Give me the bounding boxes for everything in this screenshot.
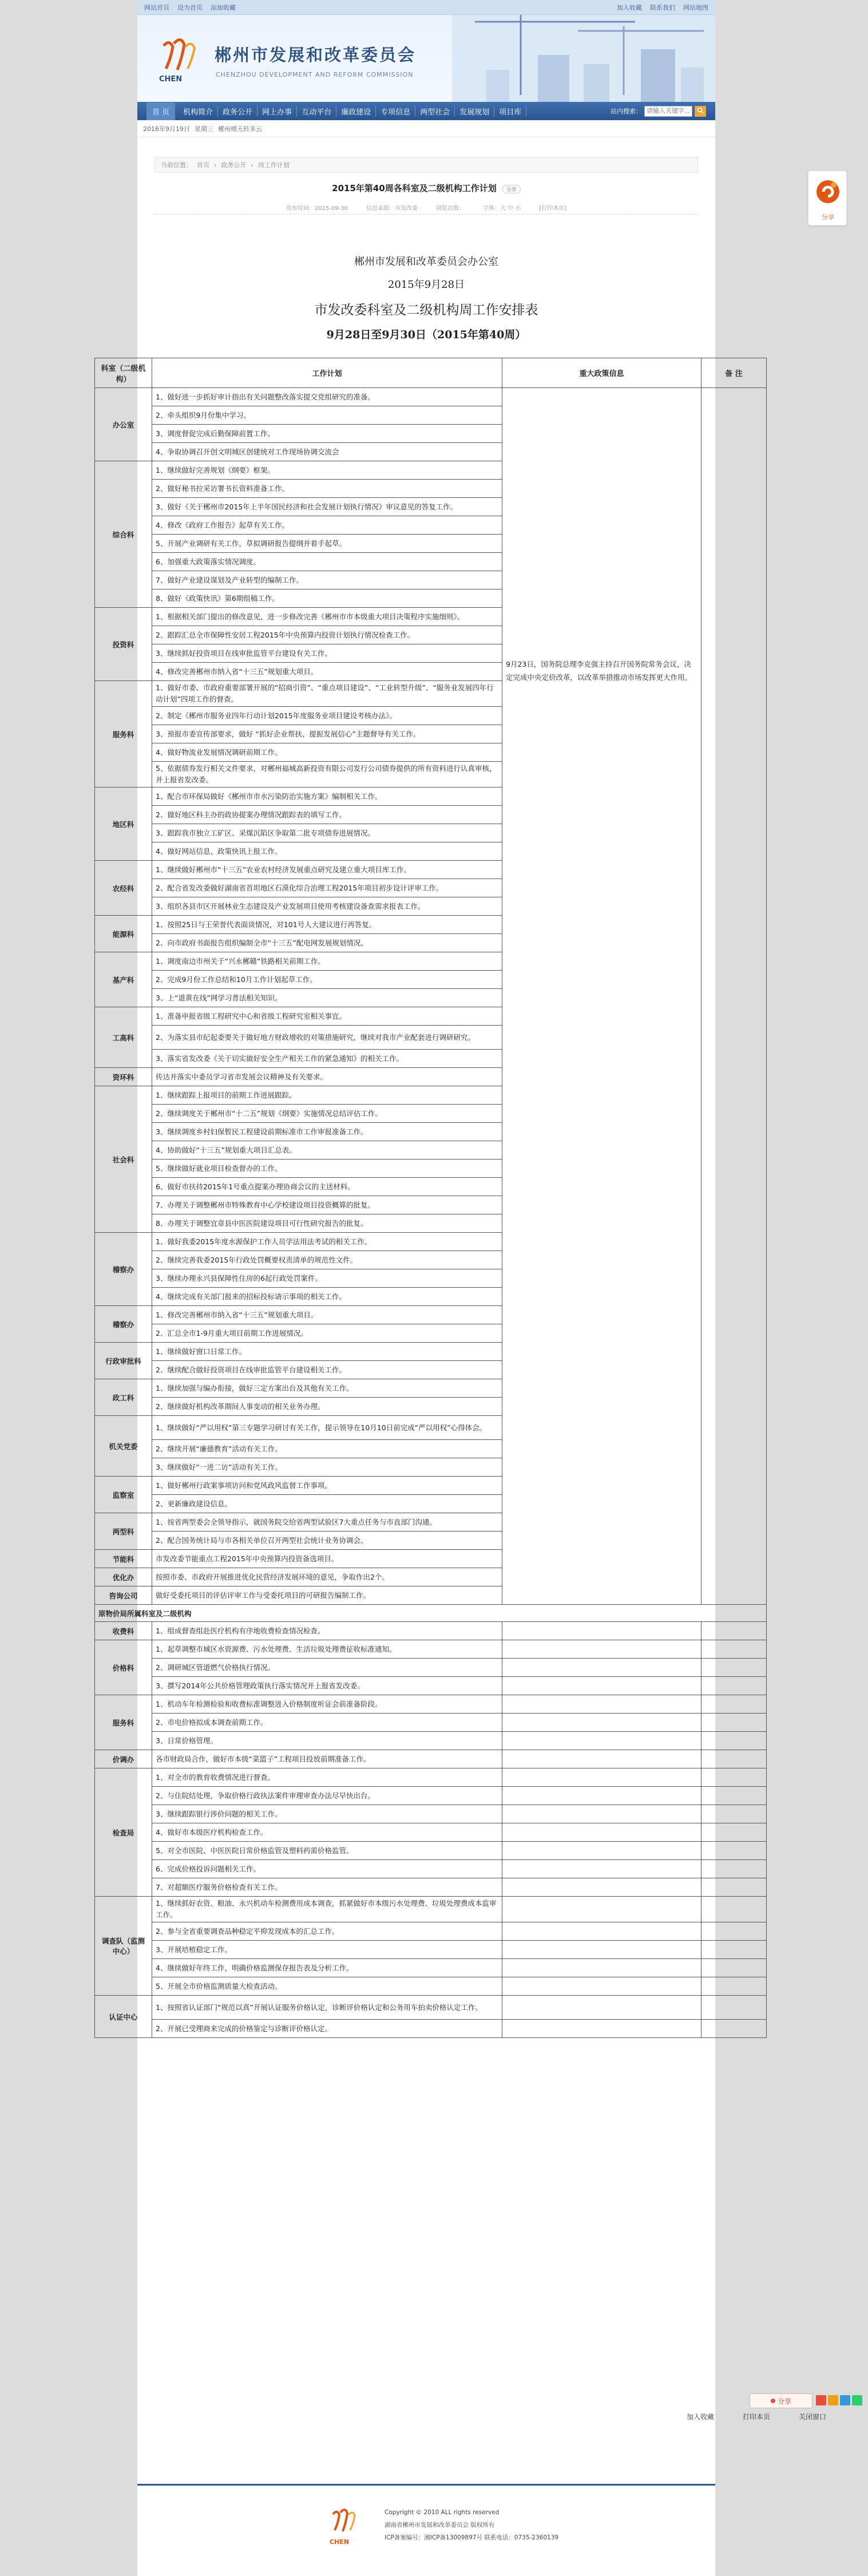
doc-subheading: 9月28日至9月30日（2015年第40周） (326, 329, 526, 341)
plan-item: 1、组成督查组赴医疗机构有序地收费检查情况检查。 (152, 1622, 502, 1640)
decision-cell (502, 1842, 701, 1860)
social-share-icon[interactable] (816, 2395, 826, 2405)
table-header-cell: 重大政策信息 (502, 358, 701, 388)
dept-cell: 稽察办 (95, 1306, 152, 1343)
social-share-icon[interactable] (840, 2395, 850, 2405)
table-header-row (95, 358, 767, 388)
table-row (95, 1695, 767, 1714)
plan-item: 2、完成9月份工作总结和10月工作计划起草工作。 (152, 971, 502, 989)
site-banner (137, 15, 715, 102)
date-bar (137, 120, 715, 137)
nav-item[interactable]: 互动平台 (297, 106, 336, 117)
plan-item: 各市财政局合作，做好市本级“菜篮子”工程项目投放前期准备工作。 (152, 1750, 502, 1768)
footer-logo-text: CHEN (330, 2538, 349, 2546)
title-share-button[interactable]: 分享 (502, 185, 521, 193)
dept-cell: 价格科 (95, 1640, 152, 1695)
table-row (95, 1750, 767, 1768)
article-title (154, 182, 698, 194)
note-cell (701, 1860, 767, 1878)
breadcrumb-link[interactable]: 周工作计划 (257, 161, 290, 169)
plan-item: 1、根据相关部门提出的修改意见，进一步修改完善《郴州市市本级重大项目决策程序实施细则》。 (152, 608, 502, 626)
plan-item: 2、参与全省重要调查品种稳定平抑发现成本的汇总工作。 (152, 1922, 502, 1941)
note-cell (701, 388, 767, 1605)
plan-item: 1、机动车年检测检验和收费标准调整进入价格制度听证会前准备阶段。 (152, 1695, 502, 1714)
site-logo-text: CHEN (159, 75, 183, 84)
note-cell (701, 1622, 767, 1640)
footer-line: Copyright © 2010 ALL rights reserved (385, 2509, 500, 2516)
table-row (95, 2020, 767, 2038)
plan-item: 3、撰写2014年公共价格管理政策执行落实情况并上报省发改委。 (152, 1677, 502, 1695)
toolbar-action[interactable]: 关闭窗口 (799, 2413, 827, 2421)
dept-cell: 工高科 (95, 1007, 152, 1068)
dept-cell: 认证中心 (95, 1996, 152, 2038)
plan-item: 3、跟踪我市独立工矿区、采煤沉陷区争取第二批专项债券进展情况。 (152, 824, 502, 842)
plan-item: 4、做好市本级医疗机构检查工作。 (152, 1823, 502, 1842)
table-row (95, 1768, 767, 1787)
article-title-text: 2015年第40周各科室及二级机构工作计划 (332, 183, 497, 193)
plan-item: 3、继续做好“一进二访”活动有关工作。 (152, 1458, 502, 1477)
nav-item[interactable]: 发展规划 (455, 106, 494, 117)
plan-item: 2、汇总全市1-9月重大项目前期工作进展情况。 (152, 1324, 502, 1343)
dept-cell: 农经科 (95, 861, 152, 916)
note-cell (701, 1805, 767, 1823)
top-link-right[interactable]: 网站地图 (683, 3, 708, 11)
table-row (95, 1714, 767, 1732)
table-row (95, 1897, 767, 1922)
plan-item: 5、继续做好就业项目检查督办的工作。 (152, 1160, 502, 1178)
floating-share-label: 分享 (822, 213, 834, 221)
plan-item: 1、继续跟踪上报项目的前期工作进展跟踪。 (152, 1086, 502, 1105)
dept-cell: 监察室 (95, 1477, 152, 1513)
search-button[interactable] (695, 106, 706, 117)
table-row (95, 1640, 767, 1659)
note-cell (701, 1695, 767, 1714)
meta-item[interactable]: [打印本页] (539, 205, 567, 212)
site-search (611, 106, 706, 117)
plan-item: 3、做好《关于郴州市2015年上半年国民经济和社会发展计划执行情况》审议意见的答复工作。 (152, 498, 502, 516)
plan-item: 2、向市政府书面报告组织编制全市“十三五”配电网发展规划情况。 (152, 934, 502, 952)
nav-item[interactable]: 廉政建设 (336, 106, 376, 117)
plan-item: 1、做好进一步抓好审计指出有关问题整改落实提交党组研究的准备。 (152, 388, 502, 406)
plan-item: 3、开展培植稳定工作。 (152, 1941, 502, 1959)
dept-cell: 政工科 (95, 1379, 152, 1416)
toolbar-action[interactable]: 打印本页 (743, 2413, 771, 2421)
plan-item: 3、组织各县市区开展林业生态建设及产业发展项目使用考核建设备查需求报表工作。 (152, 897, 502, 916)
note-cell (701, 1732, 767, 1750)
decision-text: 9月23日，国务院总理李克强主持召开国务院常务会议，决定完成中央定价改革，以改革举措推动市场发挥更大作用。 (506, 660, 692, 682)
plan-item: 1、继续做好窗口日常工作。 (152, 1343, 502, 1361)
note-cell (701, 2020, 767, 2038)
plan-item: 2、配合省发改委做好湖南省首坦地区石漠化综合治理工程2015年项目初步设计评审工作。 (152, 879, 502, 897)
toolbar-action[interactable]: 加入收藏 (687, 2413, 715, 2421)
table-row (95, 1659, 767, 1677)
decision-cell (502, 2020, 701, 2038)
dept-cell: 调查队（监测中心） (95, 1897, 152, 1996)
plan-item: 4、修改完善郴州市纳入省“十三五”规划重大项目。 (152, 663, 502, 681)
note-cell (701, 1878, 767, 1897)
breadcrumb-separator-icon: › (251, 161, 253, 169)
site-logo-icon[interactable] (153, 34, 205, 86)
social-share-icon[interactable] (852, 2395, 862, 2405)
note-cell (701, 1842, 767, 1860)
footer-info (385, 2506, 558, 2544)
plan-item: 2、开展已受理商来完成的价格鉴定与诊断评价格认定。 (152, 2020, 502, 2038)
plan-item: 5、依据债券发行相关文件要求，对郴州福城高新投资有限公司发行公司债券提供的所有资料进行认真审核，并上报省发改委。 (152, 762, 502, 788)
plan-item: 2、做好地区科主办的政协提案办理情况跟踪表的填写工作。 (152, 806, 502, 824)
plan-item: 4、协助做好“十三五”规划重大项目汇总表。 (152, 1141, 502, 1160)
plan-item: 2、更新廉政建设信息。 (152, 1495, 502, 1513)
dept-cell: 服务科 (95, 1695, 152, 1750)
decision-cell (502, 1787, 701, 1805)
decision-cell (502, 388, 701, 1605)
article-meta (154, 201, 698, 215)
plan-item: 1、继续抓好农资、粮油、永兴机动车检测费用成本调查，抓紧做好市本级污水处理费、垃圾处理费成本监审工作。 (152, 1897, 502, 1922)
top-link-left[interactable]: 设为首页 (177, 3, 203, 11)
banner-cranes-illustration-icon (452, 15, 715, 102)
dept-cell: 价调办 (95, 1750, 152, 1768)
plan-item: 2、制定《郴州市服务业四年行动计划2015年度服务业项目建设考核办法》。 (152, 707, 502, 725)
floating-share-widget[interactable] (808, 171, 847, 225)
footer-line: ICP备案编号：湘ICP备13009897号 联系电话：0735-2360139 (385, 2534, 559, 2542)
plan-item: 4、争取协调召开创文明城区创建统对工作现场协调交流会 (152, 443, 502, 461)
note-cell (701, 1922, 767, 1941)
table-row (95, 1842, 767, 1860)
meta-item: 信息来源：市发改委 (366, 205, 418, 212)
dept-cell: 投资科 (95, 608, 152, 681)
dept-cell: 资环科 (95, 1068, 152, 1086)
search-icon (697, 107, 704, 114)
plan-item: 4、做好物流业发展情况调研前期工作。 (152, 743, 502, 762)
plan-item: 3、继续抓好投资项目在线审批监管平台建设有关工作。 (152, 644, 502, 663)
plan-item: 3、预报市委宣传部要求，做好 “抓好企业帮扶、提振发展信心”主题督导有关工作。 (152, 725, 502, 743)
nav-home[interactable]: 首 页 (146, 102, 175, 120)
plan-item: 4、修改《政府工作报告》起草有关工作。 (152, 516, 502, 535)
decision-cell (502, 1622, 701, 1640)
decision-cell (502, 1823, 701, 1842)
note-cell (701, 1787, 767, 1805)
decision-cell (502, 1959, 701, 1977)
dept-cell: 节能科 (95, 1550, 152, 1568)
dept-cell: 基产科 (95, 952, 152, 1007)
share-icon (771, 2399, 775, 2403)
plan-item: 1、按照25日与王荣誉代表面谈情况，对101号人大建议进行再答复。 (152, 916, 502, 934)
table-row (95, 1732, 767, 1750)
plan-item: 1、修改完善郴州市纳入省“十三五”规划重大项目。 (152, 1306, 502, 1324)
doc-date: 2015年9月28日 (387, 279, 465, 291)
plan-item: 3、日常价格管理。 (152, 1732, 502, 1750)
plan-item: 1、配合市环保局做好《郴州市市水污染防治实施方案》编制相关工作。 (152, 788, 502, 806)
table-row (95, 1823, 767, 1842)
doc-org: 郴州市发展和改革委员会办公室 (354, 256, 498, 268)
decision-cell (502, 1977, 701, 1996)
search-input[interactable] (644, 106, 692, 117)
plan-item: 3、落实省发改委《关于切实做好安全生产相关工作的紧急通知》的相关工作。 (152, 1050, 502, 1068)
plan-item: 2、调研城区管道燃气价格执行情况。 (152, 1659, 502, 1677)
plan-item: 8、做好《政策快讯》第6期组稿工作。 (152, 589, 502, 608)
breadcrumb-link[interactable]: 政务公开 (221, 161, 247, 169)
decision-cell (502, 1768, 701, 1787)
table-row (95, 1959, 767, 1977)
share-button[interactable] (750, 2393, 812, 2408)
note-cell (701, 1959, 767, 1977)
dept-cell: 机关党委 (95, 1416, 152, 1477)
note-cell (701, 1640, 767, 1659)
top-utility-bar (137, 0, 715, 15)
note-cell (701, 1750, 767, 1768)
plan-item: 2、继续配合做好投资项目在线审批监管平台建设相关工作。 (152, 1361, 502, 1379)
nav-item[interactable]: 项目库 (494, 106, 526, 117)
dept-cell: 地区科 (95, 788, 152, 861)
breadcrumb-label: 当前位置： (161, 161, 192, 169)
plan-item: 7、对超额医疗服务价格检查有关工作。 (152, 1878, 502, 1897)
dept-cell: 收费科 (95, 1622, 152, 1640)
decision-cell (502, 1677, 701, 1695)
plan-item: 2、跟踪汇总全市保障性安居工程2015年中央预算内投资计划执行情况检查工作。 (152, 626, 502, 644)
plan-item: 1、做好郴州行政案事项访问和党风政风监督工作事项。 (152, 1477, 502, 1495)
nav-item[interactable]: 两型社会 (415, 106, 455, 117)
note-cell (701, 1897, 767, 1922)
dept-cell: 两型科 (95, 1513, 152, 1550)
decision-cell (502, 1695, 701, 1714)
plan-item: 3、继续跟踪银行涉价问题的相关工作。 (152, 1805, 502, 1823)
meta-item: 发布时间：2015-09-30 (286, 205, 348, 212)
section-row (95, 1605, 767, 1622)
social-share-icons (816, 2395, 862, 2405)
plan-item: 5、对全市医院、中医医院日常价格监管及塑料药需价格监管。 (152, 1842, 502, 1860)
table-row (95, 1941, 767, 1959)
table-row (95, 1996, 767, 2020)
meta-item: 浏览次数： (435, 205, 465, 212)
table-row (95, 1677, 767, 1695)
top-link-right[interactable]: 联系我们 (650, 3, 675, 11)
dept-cell: 咨询公司 (95, 1586, 152, 1605)
weather: 郴州晴天转多云 (218, 125, 262, 133)
plan-item: 传达并落实中委员学习省市发展会议精神及有关要求。 (152, 1068, 502, 1086)
decision-cell (502, 1941, 701, 1959)
decision-cell (502, 1805, 701, 1823)
decision-cell (502, 1897, 701, 1922)
plan-item: 5、开展全市价格监测质量大检查活动。 (152, 1977, 502, 1996)
plan-item: 8、办理关于调整宜章县中医医院建设项目可行性研究报告的批复。 (152, 1214, 502, 1233)
plan-item: 7、做好产业建设谋划及产业转型的编制工作。 (152, 571, 502, 589)
decision-cell (502, 1714, 701, 1732)
note-cell (701, 1768, 767, 1787)
decision-cell (502, 1996, 701, 2020)
table-header-cell: 科室（二级机构） (95, 358, 152, 388)
plan-item: 1、继续做好“严以用权”第三专题学习研讨有关工作，提示领导在10月10日前完成“严以用权”心得体会。 (152, 1416, 502, 1440)
plan-item: 1、准备申报省级工程研究中心和省级工程研究室相关事宜。 (152, 1007, 502, 1026)
top-link-right[interactable]: 加入收藏 (617, 3, 642, 11)
plan-item: 1、按照省认证部门“规范以真”开展认证服务价格认定，诊断评价格认定和公务用车拍卖价格认定工作。 (152, 1996, 502, 2020)
plan-item: 1、按省两型委会全领导指示，就国务院交给省两型试验区7大重点任务与市直部门沟通。 (152, 1513, 502, 1532)
plan-item: 2、为落实县市纪起委要关于做好地方财政增收的对策措施研究，继续对我市产业配套进行调研研究。 (152, 1026, 502, 1050)
plan-item: 1、做好我委2015年度水源保护工作人员学法用法考试的相关工作。 (152, 1233, 502, 1251)
dept-cell: 稽察办 (95, 1233, 152, 1306)
site-name-en: CHENZHOU DEVELOPMENT AND REFORM COMMISSION (216, 71, 414, 78)
nav-item[interactable]: 专项信息 (376, 106, 415, 117)
social-share-icon[interactable] (828, 2395, 838, 2405)
main-nav (137, 102, 715, 120)
plan-item: 2、继续做好机构改革期间人事变动的相关业务办理。 (152, 1398, 502, 1416)
top-link-left[interactable]: 网站首页 (144, 3, 169, 11)
breadcrumb (154, 157, 698, 173)
dept-cell: 检查局 (95, 1768, 152, 1897)
dept-cell: 服务科 (95, 681, 152, 788)
nav-item[interactable]: 政务公开 (218, 106, 257, 117)
plan-item: 2、继续完善我委2015年行政处罚概要权责清单的规范性文件。 (152, 1251, 502, 1269)
table-row (95, 1787, 767, 1805)
plan-item: 按照市委、市政府开展推进优化民营经济发展环境的意见，争取作出2个。 (152, 1568, 502, 1586)
table-header-cell: 工作计划 (152, 358, 502, 388)
decision-cell (502, 1732, 701, 1750)
dept-cell: 办公室 (95, 388, 152, 461)
table-row (95, 1805, 767, 1823)
dept-cell: 能源科 (95, 916, 152, 952)
plan-item: 做好受委托项目的评估评审工作与受委托项目的可研报告编制工作。 (152, 1586, 502, 1605)
plan-item: 1、调度南边市州关于“兴永郴赣”铁路相关前期工作。 (152, 952, 502, 971)
decision-cell (502, 1750, 701, 1768)
table-header-cell: 备 注 (701, 358, 767, 388)
plan-item: 3、继续调度乡村妇保暂民工程建设前期标准市工作审报准备工作。 (152, 1123, 502, 1141)
note-cell (701, 1823, 767, 1842)
plan-item: 1、对全市的教育收费情况进行督查。 (152, 1768, 502, 1787)
plan-item: 4、继续做好年终工作，明确价格监测保存报告表及分析工作。 (152, 1959, 502, 1977)
top-link-left[interactable]: 添加收藏 (211, 3, 236, 11)
plan-item: 5、开展产业调研有关工作，草拟调研报告提纲并着手起草。 (152, 535, 502, 553)
plan-item: 2、做好秘书拉采访署书长资料准备工作。 (152, 480, 502, 498)
decision-cell (502, 1659, 701, 1677)
dept-cell: 优化办 (95, 1568, 152, 1586)
note-cell (701, 1677, 767, 1695)
note-cell (701, 1996, 767, 2020)
meta-item: 字体：大 中 小 (482, 205, 521, 212)
nav-item[interactable]: 机构简介 (179, 106, 218, 117)
work-plan-table (94, 358, 767, 2038)
breadcrumb-separator-icon: › (214, 161, 217, 169)
note-cell (701, 1941, 767, 1959)
footer-logo-icon (326, 2506, 360, 2541)
plan-item: 4、继续完成有关部门报来的招标投标请示事项的相关工作。 (152, 1288, 502, 1306)
plan-item: 3、上“道黄在线”网学习普法相关知识。 (152, 989, 502, 1007)
article-toolbar (629, 2393, 858, 2422)
doc-heading: 市发改委科室及二级机构周工作安排表 (314, 303, 538, 318)
table-row (95, 1878, 767, 1897)
footer-line: 湖南省郴州市发展和改革委员会 版权所有 (385, 2522, 495, 2529)
note-cell (701, 1714, 767, 1732)
note-cell (701, 1659, 767, 1677)
current-date: 2016年9月19日 (143, 125, 190, 133)
decision-cell (502, 1640, 701, 1659)
plan-item: 2、继续开展“廉德教育”活动有关工作。 (152, 1440, 502, 1458)
decision-cell (502, 1860, 701, 1878)
plan-item: 2、继续调度关于郴州市“十二五”规划《纲要》实施情况总结评估工作。 (152, 1105, 502, 1123)
site-name: 郴州市发展和改革委员会 (215, 45, 417, 65)
dept-cell: 社会科 (95, 1086, 152, 1233)
plan-item: 1、继续做好完善规划《纲要》框架。 (152, 461, 502, 480)
search-label: 站内搜索： (611, 108, 642, 115)
decision-cell (502, 1878, 701, 1897)
plan-item: 1、做好市委、市政府重要部署开展的“招商引资”、“重点项目建设”、“工业转型升级”、“服务业发展四年行动计划”四项工作的督查。 (152, 681, 502, 707)
current-weekday: 星期三 (195, 125, 213, 133)
table-row (95, 1977, 767, 1996)
plan-item: 1、起草调整市城区水资源费、污水处理费、生活垃圾处理费征收标准通知。 (152, 1640, 502, 1659)
note-cell (701, 1977, 767, 1996)
nav-item[interactable]: 网上办事 (257, 106, 297, 117)
table-row (95, 1922, 767, 1941)
plan-item: 6、加强重大政策落实情况调度。 (152, 553, 502, 571)
breadcrumb-link[interactable]: 首页 (197, 161, 209, 169)
plan-item: 7、办理关于调整郴州市特殊教育中心学校建设项目投资概算的批复。 (152, 1196, 502, 1214)
footer (137, 2484, 715, 2576)
plan-item: 市发改委节能重点工程2015年中央预算内投资备选项目。 (152, 1550, 502, 1568)
nav-items (179, 106, 526, 117)
top-links-left (144, 3, 236, 12)
floating-share-icon (808, 171, 847, 210)
dept-cell: 综合科 (95, 461, 152, 608)
share-label: 分享 (777, 2397, 791, 2405)
section-title: 原物价局所属科室及二级机构 (95, 1605, 767, 1622)
plan-item: 3、调度督促完成后勤保障前置工作。 (152, 425, 502, 443)
plan-item: 2、牵头组织9月份集中学习。 (152, 406, 502, 425)
plan-item: 1、继续做好郴州市“十三五”农业农村经济发展重点研究及建立重大项目库工作。 (152, 861, 502, 879)
article-actions (687, 2412, 826, 2421)
plan-item: 3、继续办理永兴县保障性住房的6起行政处罚案件。 (152, 1269, 502, 1288)
plan-item: 2、与住院结处理，争取价格行政执法案件审理审查办法尽早快出台。 (152, 1787, 502, 1805)
plan-item: 6、做好市扶持2015年1号重点提案办理协商会议的主送材料。 (152, 1178, 502, 1196)
table-row (95, 1622, 767, 1640)
top-links-right (617, 3, 708, 12)
plan-item: 1、继续加强与编办衔接，做好三定方案出台及其他有关工作。 (152, 1379, 502, 1398)
plan-item: 4、做好网站信息、政策快讯上报工作。 (152, 842, 502, 861)
decision-cell (502, 1922, 701, 1941)
plan-item: 2、市电价格拟成本调查前期工作。 (152, 1714, 502, 1732)
dept-cell: 行政审批科 (95, 1343, 152, 1379)
table-row (95, 388, 767, 406)
plan-item: 2、配合国务统计局与市各相关单位召开两型社会统计业务协调会。 (152, 1532, 502, 1550)
plan-item: 6、完成价格投诉问题相关工作。 (152, 1860, 502, 1878)
table-row (95, 1860, 767, 1878)
